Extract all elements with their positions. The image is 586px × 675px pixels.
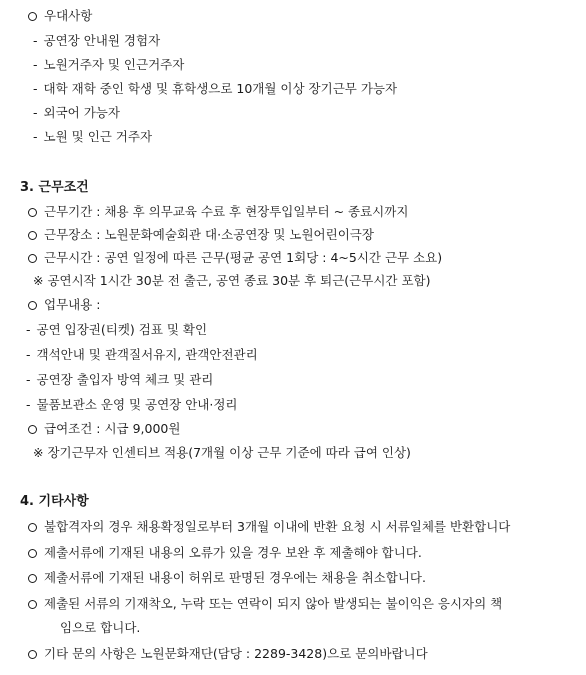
work-period-row: 근무기간 : 채용 후 의무교육 수료 후 현장투입일부터 ~ 종료시까지	[28, 204, 408, 220]
list-item: - 노원 및 인근 거주자	[33, 129, 153, 144]
pay-row: 급여조건 : 시급 9,000원	[28, 421, 180, 437]
circle-bullet-icon	[28, 208, 37, 217]
dash-bullet-icon: -	[33, 33, 38, 48]
list-item: 제출된 서류의 기재착오, 누락 또는 연락이 되지 않아 발생되는 불이익은 응시자의 책	[28, 596, 502, 612]
list-item: - 객석안내 및 관객질서유지, 관객안전관리	[26, 347, 258, 362]
dash-bullet-icon: -	[26, 397, 31, 412]
dash-bullet-icon: -	[26, 372, 31, 387]
benefits-title: 우대사항	[44, 8, 93, 23]
list-item: - 공연장 출입자 방역 체크 및 관리	[26, 372, 214, 387]
circle-bullet-icon	[28, 425, 37, 434]
list-item: - 노원거주자 및 인근거주자	[33, 57, 185, 72]
dash-bullet-icon: -	[33, 105, 38, 120]
circle-bullet-icon	[28, 12, 37, 21]
section3-heading: 3. 근무조건	[20, 180, 89, 195]
list-item-continuation: 임으로 합니다.	[60, 620, 141, 635]
list-item: 기타 문의 사항은 노원문화재단(담당 : 2289-3428)으로 문의바랍니다	[28, 646, 428, 662]
circle-bullet-icon	[28, 600, 37, 609]
list-item: - 대학 재학 중인 학생 및 휴학생으로 10개월 이상 장기근무 가능자	[33, 81, 398, 96]
list-item: - 공연 입장권(티켓) 검표 및 확인	[26, 322, 208, 337]
list-item: - 물품보관소 운영 및 공연장 안내·정리	[26, 397, 238, 412]
circle-bullet-icon	[28, 549, 37, 558]
circle-bullet-icon	[28, 650, 37, 659]
duties-title-row: 업무내용 :	[28, 297, 101, 313]
circle-bullet-icon	[28, 254, 37, 263]
dash-bullet-icon: -	[33, 57, 38, 72]
circle-bullet-icon	[28, 231, 37, 240]
circle-bullet-icon	[28, 523, 37, 532]
dash-bullet-icon: -	[33, 81, 38, 96]
list-item: 제출서류에 기재된 내용의 오류가 있을 경우 보완 후 제출해야 합니다.	[28, 545, 422, 561]
list-item: - 외국어 가능자	[33, 105, 120, 120]
circle-bullet-icon	[28, 301, 37, 310]
work-time-row: 근무시간 : 공연 일정에 따른 근무(평균 공연 1회당 : 4~5시간 근무 소요)	[28, 250, 442, 266]
circle-bullet-icon	[28, 574, 37, 583]
work-place-row: 근무장소 : 노원문화예술회관 대·소공연장 및 노원어린이극장	[28, 227, 374, 243]
dash-bullet-icon: -	[33, 129, 38, 144]
list-item: 제출서류에 기재된 내용이 허위로 판명된 경우에는 채용을 취소합니다.	[28, 570, 426, 586]
section4-heading: 4. 기타사항	[20, 494, 89, 509]
dash-bullet-icon: -	[26, 347, 31, 362]
work-time-note: ※ 공연시작 1시간 30분 전 출근, 공연 종료 30분 후 퇴근(근무시간 포함)	[33, 273, 431, 288]
dash-bullet-icon: -	[26, 322, 31, 337]
list-item: 불합격자의 경우 채용확정일로부터 3개월 이내에 반환 요청 시 서류일체를 반환합니다	[28, 519, 510, 535]
benefits-title-row	[28, 8, 92, 24]
list-item: - 공연장 안내원 경험자	[33, 33, 161, 48]
pay-note: ※ 장기근무자 인센티브 적용(7개월 이상 근무 기준에 따라 급여 인상)	[33, 445, 411, 460]
